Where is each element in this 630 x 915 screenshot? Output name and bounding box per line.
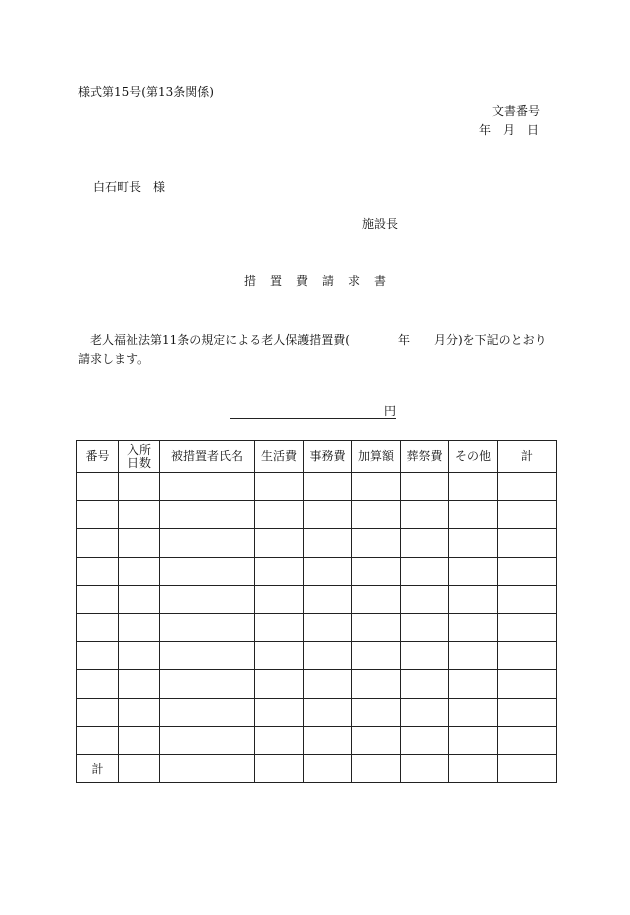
column-header-office: 事務費 — [304, 441, 352, 473]
table-cell[interactable] — [304, 726, 352, 754]
title-char: 書 — [374, 274, 387, 288]
table-row — [77, 642, 557, 670]
table-cell[interactable] — [119, 726, 160, 754]
table-cell[interactable] — [401, 585, 449, 613]
table-cell[interactable] — [498, 529, 557, 557]
table-cell[interactable] — [352, 698, 401, 726]
body-text: 老人福祉法第11条の規定による老人保護措置費( 年 月分)を下記のとおり請求します。 — [78, 333, 547, 366]
table-row — [77, 473, 557, 501]
table-row — [77, 726, 557, 754]
table-cell[interactable] — [304, 670, 352, 698]
table-cell[interactable] — [449, 613, 498, 641]
total-cell[interactable] — [255, 754, 304, 782]
table-cell[interactable] — [498, 670, 557, 698]
table-cell[interactable] — [304, 557, 352, 585]
table-cell[interactable] — [160, 726, 255, 754]
table-cell[interactable] — [255, 473, 304, 501]
table-cell[interactable] — [304, 529, 352, 557]
table-row — [77, 613, 557, 641]
amount-field[interactable] — [230, 404, 396, 419]
table-cell[interactable] — [498, 501, 557, 529]
document-number-label: 文書番号 — [492, 104, 541, 118]
table-header-row — [77, 441, 557, 473]
table-cell[interactable] — [119, 529, 160, 557]
table-cell[interactable] — [352, 529, 401, 557]
table-cell[interactable] — [304, 473, 352, 501]
table-cell[interactable] — [352, 473, 401, 501]
title-char: 措 — [243, 274, 256, 288]
table-cell[interactable] — [498, 585, 557, 613]
title-char: 請 — [322, 274, 335, 288]
table-cell[interactable] — [401, 726, 449, 754]
column-header-total: 計 — [498, 441, 557, 473]
column-header-days-line1: 入所 — [126, 442, 151, 457]
table-cell[interactable] — [449, 585, 498, 613]
table-cell[interactable] — [160, 501, 255, 529]
table-cell[interactable] — [160, 613, 255, 641]
title-char: 費 — [295, 274, 308, 288]
total-cell[interactable] — [119, 754, 160, 782]
total-cell[interactable] — [304, 754, 352, 782]
table-cell[interactable] — [449, 473, 498, 501]
table-cell[interactable] — [77, 501, 119, 529]
table-cell[interactable] — [498, 698, 557, 726]
title-char: 置 — [269, 274, 282, 288]
table-cell[interactable] — [449, 698, 498, 726]
table-cell[interactable] — [255, 501, 304, 529]
table-cell[interactable] — [255, 613, 304, 641]
table-cell[interactable] — [77, 613, 119, 641]
total-row-label: 計 — [77, 754, 119, 782]
table-cell[interactable] — [255, 585, 304, 613]
table-cell[interactable] — [255, 642, 304, 670]
table-cell[interactable] — [119, 642, 160, 670]
table-cell[interactable] — [77, 557, 119, 585]
table-cell[interactable] — [77, 670, 119, 698]
table-cell[interactable] — [449, 557, 498, 585]
table-cell[interactable] — [352, 585, 401, 613]
column-header-living: 生活費 — [255, 441, 304, 473]
column-header-funeral: 葬祭費 — [401, 441, 449, 473]
table-cell[interactable] — [401, 613, 449, 641]
table-cell[interactable] — [352, 557, 401, 585]
table-cell[interactable] — [255, 670, 304, 698]
table-cell[interactable] — [119, 501, 160, 529]
total-cell[interactable] — [401, 754, 449, 782]
table-cell[interactable] — [77, 642, 119, 670]
column-header-name: 被措置者氏名 — [160, 441, 255, 473]
table-cell[interactable] — [401, 642, 449, 670]
table-cell[interactable] — [449, 726, 498, 754]
table-cell[interactable] — [119, 670, 160, 698]
column-header-number: 番号 — [77, 441, 119, 473]
table-cell[interactable] — [304, 613, 352, 641]
total-cell[interactable] — [352, 754, 401, 782]
table-cell[interactable] — [401, 501, 449, 529]
amount-unit: 円 — [383, 404, 396, 418]
table-cell[interactable] — [304, 698, 352, 726]
table-cell[interactable] — [498, 642, 557, 670]
table-cell[interactable] — [498, 473, 557, 501]
column-header-addition: 加算額 — [352, 441, 401, 473]
table-cell[interactable] — [352, 670, 401, 698]
addressee: 白石町長 様 — [93, 180, 166, 194]
table-row — [77, 557, 557, 585]
table-cell[interactable] — [352, 726, 401, 754]
table-cell[interactable] — [255, 698, 304, 726]
table-cell[interactable] — [160, 585, 255, 613]
table-row — [77, 585, 557, 613]
table-cell[interactable] — [160, 557, 255, 585]
table-cell[interactable] — [352, 501, 401, 529]
table-row — [77, 698, 557, 726]
document-title — [0, 275, 630, 287]
table-cell[interactable] — [401, 670, 449, 698]
table-row — [77, 529, 557, 557]
table-cell[interactable] — [77, 698, 119, 726]
total-cell[interactable] — [160, 754, 255, 782]
table-cell[interactable] — [160, 529, 255, 557]
table-cell[interactable] — [77, 473, 119, 501]
table-cell[interactable] — [119, 585, 160, 613]
table-cell[interactable] — [498, 557, 557, 585]
table-row — [77, 501, 557, 529]
table-cell[interactable] — [352, 642, 401, 670]
table-row — [77, 670, 557, 698]
claim-table — [76, 440, 557, 783]
table-cell[interactable] — [160, 642, 255, 670]
table-cell[interactable] — [160, 473, 255, 501]
table-cell[interactable] — [119, 473, 160, 501]
table-total-row — [77, 754, 557, 782]
table-cell[interactable] — [255, 529, 304, 557]
sender: 施設長 — [362, 217, 399, 231]
table-cell[interactable] — [449, 529, 498, 557]
table-cell[interactable] — [449, 642, 498, 670]
table-cell[interactable] — [498, 613, 557, 641]
table-cell[interactable] — [401, 698, 449, 726]
table-cell[interactable] — [401, 529, 449, 557]
table-cell[interactable] — [119, 698, 160, 726]
table-cell[interactable] — [119, 557, 160, 585]
table-cell[interactable] — [77, 726, 119, 754]
date-line: 年 月 日 — [479, 123, 540, 137]
table-cell[interactable] — [119, 613, 160, 641]
table-cell[interactable] — [255, 557, 304, 585]
total-cell[interactable] — [498, 754, 557, 782]
table-cell[interactable] — [449, 670, 498, 698]
table-cell[interactable] — [304, 501, 352, 529]
table-body — [77, 473, 557, 783]
table-cell[interactable] — [352, 613, 401, 641]
table-cell[interactable] — [401, 557, 449, 585]
column-header-days-line2: 日数 — [126, 455, 151, 470]
title-char: 求 — [348, 274, 361, 288]
table-cell[interactable] — [498, 726, 557, 754]
table-cell[interactable] — [401, 473, 449, 501]
table-cell[interactable] — [255, 726, 304, 754]
table-cell[interactable] — [304, 642, 352, 670]
column-header-other: その他 — [449, 441, 498, 473]
table-cell[interactable] — [160, 670, 255, 698]
table-cell[interactable] — [77, 585, 119, 613]
table-cell[interactable] — [304, 585, 352, 613]
table-cell[interactable] — [449, 501, 498, 529]
table-cell[interactable] — [160, 698, 255, 726]
form-number: 様式第15号(第13条関係) — [78, 85, 214, 99]
table-cell[interactable] — [77, 529, 119, 557]
total-cell[interactable] — [449, 754, 498, 782]
column-header-days — [119, 441, 160, 473]
